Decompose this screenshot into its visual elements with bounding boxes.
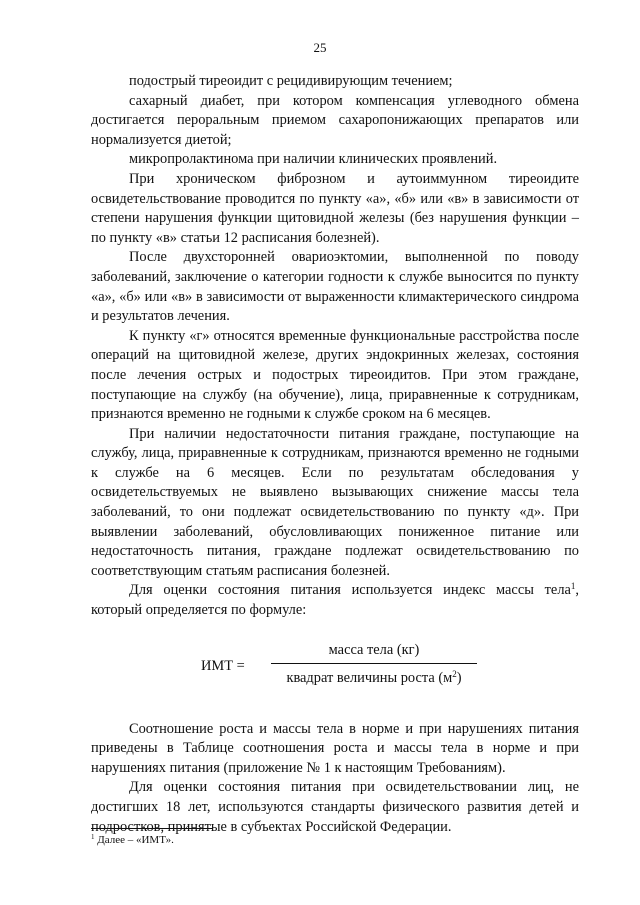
paragraph: К пункту «г» относятся временные функциональные расстройства после операций на щитовидной железе, других эндокринных железах, состояния после лечения острых и подострых тиреоидитов. При этом граждане, поступающие на службу (на обучение), лица, приравненные к сотрудникам, признаются временно не годными к службе сроком на 6 месяцев. <box>91 327 579 423</box>
paragraph: Соотношение роста и массы тела в норме и при нарушениях питания приведены в Таблице соотношения роста и массы тела в норме и при нарушениях питания (приложение № 1 к настоящим Требованиям). <box>91 720 579 776</box>
formula-lhs: ИМТ = <box>201 657 245 674</box>
paragraph: подострый тиреоидит с рецидивирующим течением; <box>129 73 453 89</box>
paragraph: микропролактинома при наличии клинических проявлений. <box>129 151 498 168</box>
denominator-text: квадрат величины роста (м <box>286 669 453 686</box>
paragraph: После двухсторонней овариоэктомии, выполненной по поводу заболеваний, заключение о категории годности к службе выносится по пункту «а», «б» или «в» в зависимости от выраженности климактерического синдрома и результатов лечения. <box>91 249 579 325</box>
paragraph: При наличии недостаточности питания граждане, поступающие на службу, лица, приравненные к сотрудникам, признаются временно не годными к службе на 6 месяцев. Если по результатам обследования у освидетельствуемых не выявлено вызывающих снижение массы тела заболеваний, то они подлежат освидетельствованию по пункту «д». При выявлении заболеваний, обусловливающих пониженное питание или недостаточность питания, граждане подлежат освидетельствованию по соответствующим статьям расписания болезней. <box>91 425 579 579</box>
footnote-mark: 1 <box>91 833 95 841</box>
denominator-close: ) <box>456 669 462 686</box>
formula-denominator <box>271 668 477 688</box>
document-body <box>91 72 579 837</box>
denominator-exponent: 2 <box>452 668 457 679</box>
page-number: 25 <box>313 40 327 55</box>
bmi-intro-paragraph <box>91 581 579 620</box>
fraction-line <box>271 663 477 664</box>
paragraph: Для оценки состояния питания при освидетельствовании лиц, не достигших 18 лет, используются стандарты физического развития детей и подростков, принятые в субъектах Российской Федерации. <box>91 779 579 835</box>
bmi-formula <box>91 630 579 704</box>
formula-fraction <box>271 640 477 688</box>
footnote-reference: 1 <box>570 581 576 592</box>
formula-numerator: масса тела (кг) <box>328 641 420 658</box>
paragraph: сахарный диабет, при котором компенсация углеводного обмена достигается пероральным приемом сахаропонижающих препаратов или нормализуется диетой; <box>91 92 579 148</box>
footnote-separator <box>91 828 213 829</box>
bmi-intro-text: Для оценки состояния питания используется индекс массы тела <box>129 582 571 599</box>
bmi-intro-text-cont: , который определяется по формуле: <box>91 582 579 619</box>
footnote <box>91 833 174 847</box>
paragraph: При хроническом фиброзном и аутоиммунном тиреоидите освидетельствование проводится по пункту «а», «б» или «в» в зависимости от степени нарушения функции щитовидной железы (без нарушения функции – по пункту «в» статьи 12 расписания болезней). <box>91 170 579 246</box>
footnote-text: Далее – «ИМТ». <box>94 834 174 846</box>
